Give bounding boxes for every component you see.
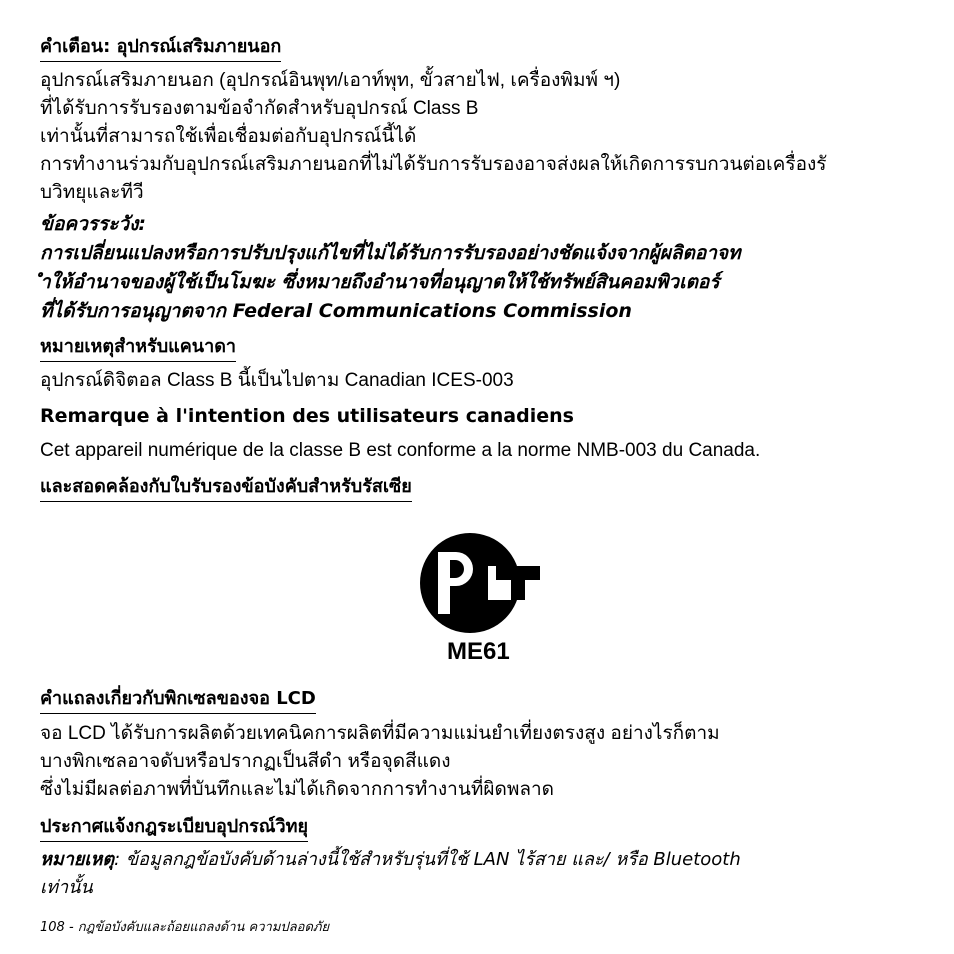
caution-label: ข้อควรระวัง: bbox=[40, 213, 146, 235]
logo-code: ME61 bbox=[447, 638, 510, 665]
caution-line: ำให้อำนาจของผู้ใช้เป็นโมฆะ ซึ่งหมายถึงอำนาจที่อนุญาตให้ใช้ทรัพย์สินคอมพิวเตอร์ bbox=[40, 271, 720, 293]
radio-note bbox=[40, 846, 741, 902]
paragraph-line: บางพิกเซลอาจดับหรือปรากฏเป็นสีดำ หรือจุดสีแดง bbox=[40, 751, 451, 772]
gost-r-certification-logo bbox=[418, 530, 544, 640]
warning-peripherals-heading: คำเตือน: อุปกรณ์เสริมภายนอก bbox=[40, 34, 281, 62]
paragraph-line: จอ LCD ได้รับการผลิตด้วยเทคนิคการผลิตที่มีความแม่นยำเที่ยงตรงสูง อย่างไรก็ตาม bbox=[40, 723, 720, 744]
radio-heading: ประกาศแจ้งกฎระเบียบอุปกรณ์วิทยุ bbox=[40, 814, 308, 842]
paragraph-line: การทำงานร่วมกับอุปกรณ์เสริมภายนอกที่ไม่ได้รับการรับรองอาจส่งผลให้เกิดการรบกวนต่อเครื่องรั bbox=[40, 154, 827, 175]
caution-line: ที่ได้รับการอนุญาตจาก Federal Communications Commission bbox=[40, 300, 632, 322]
caution-line: การเปลี่ยนแปลงหรือการปรับปรุงแก้ไขที่ไม่ได้รับการรับรองอย่างชัดแจ้งจากผู้ผลิตอาจท bbox=[40, 242, 741, 264]
canada-note-heading: หมายเหตุสำหรับแคนาดา bbox=[40, 334, 236, 362]
radio-note-line2: เท่านั้น bbox=[40, 877, 93, 898]
page-footer: 108 - กฎข้อบังคับและถ้อยแถลงด้าน ความปลอดภัย bbox=[40, 920, 330, 935]
paragraph-line: ซึ่งไม่มีผลต่อภาพที่บันทึกและไม่ได้เกิดจากการทำงานที่ผิดพลาด bbox=[40, 779, 555, 800]
canada-fr-heading: Remarque à l'intention des utilisateurs canadiens bbox=[40, 405, 574, 427]
canada-fr-line: Cet appareil numérique de la classe B est conforme a la norme NMB-003 du Canada. bbox=[40, 440, 761, 461]
warning-peripherals-body bbox=[40, 67, 827, 207]
lcd-heading: คำแถลงเกี่ยวกับพิกเซลของจอ LCD bbox=[40, 686, 316, 714]
paragraph-line: อุปกรณ์เสริมภายนอก (อุปกรณ์อินพุท/เอาท์พุท, ขั้วสายไฟ, เครื่องพิมพ์ ฯ) bbox=[40, 70, 621, 91]
radio-note-label: หมายเหตุ bbox=[40, 849, 115, 870]
canada-note-line: อุปกรณ์ดิจิตอล Class B นี้เป็นไปตาม Canadian ICES-003 bbox=[40, 370, 514, 391]
radio-note-text: : ข้อมูลกฎข้อบังคับด้านล่างนี้ใช้สำหรับรุ่นที่ใช้ LAN ไร้สาย และ/ หรือ Bluetooth bbox=[114, 849, 741, 870]
paragraph-line: เท่านั้นที่สามารถใช้เพื่อเชื่อมต่อกับอุปกรณ์นี้ได้ bbox=[40, 126, 417, 147]
pct-mark-icon bbox=[418, 530, 544, 636]
caution-block bbox=[40, 210, 741, 326]
paragraph-line: ที่ได้รับการรับรองตามข้อจำกัดสำหรับอุปกรณ์ Class B bbox=[40, 98, 479, 119]
russia-heading: และสอดคล้องกับใบรับรองข้อบังคับสำหรับรัสเซีย bbox=[40, 474, 412, 502]
paragraph-line: บวิทยุและทีวี bbox=[40, 182, 144, 203]
lcd-body bbox=[40, 720, 720, 804]
